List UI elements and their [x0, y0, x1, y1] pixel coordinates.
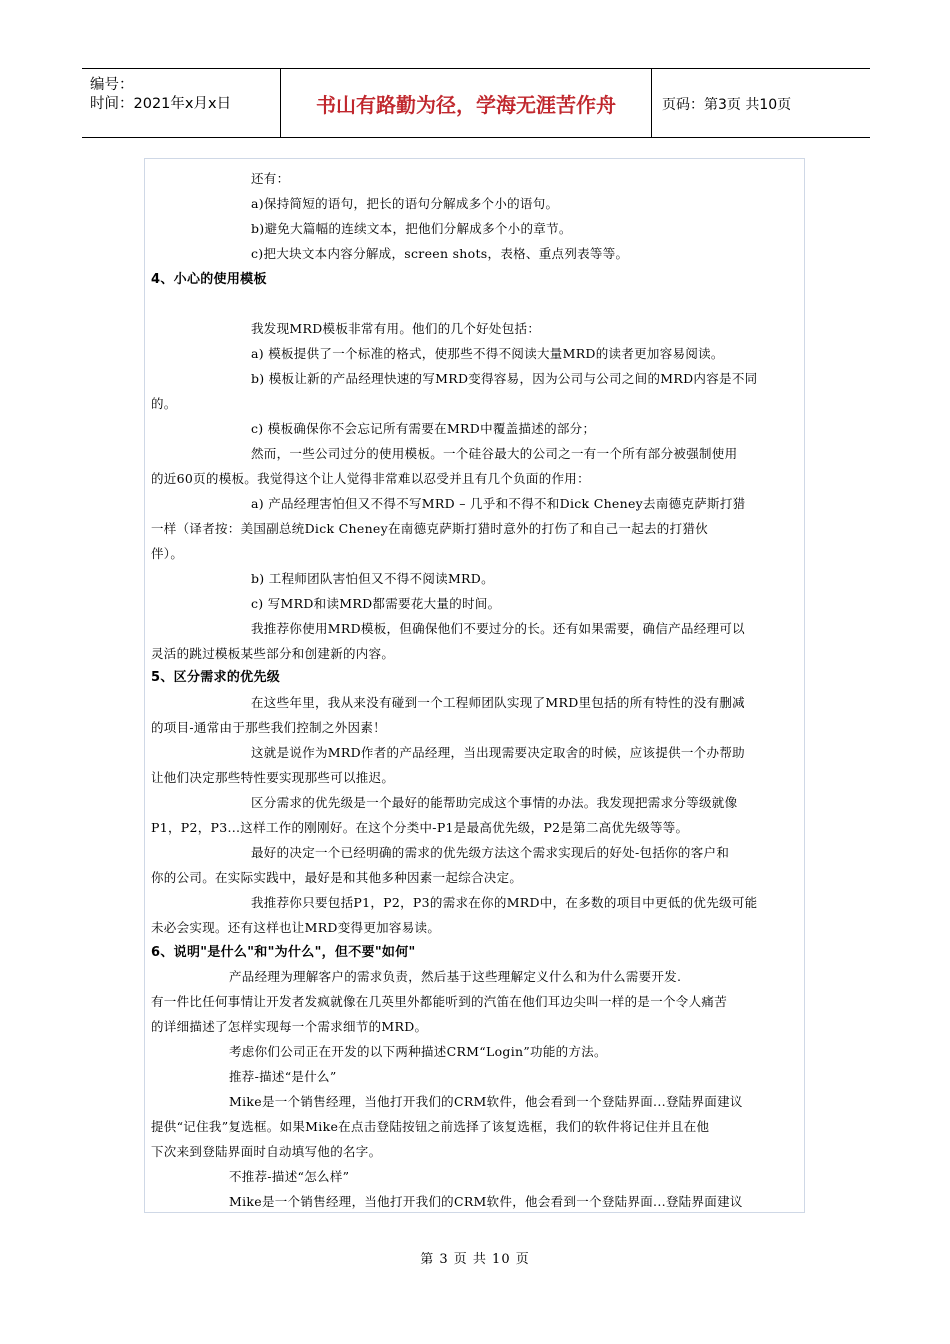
text-line: Mike是一个销售经理，当他打开我们的CRM软件，他会看到一个登陆界面...登陆界面建议 — [229, 1194, 743, 1209]
text-line: 伴）。 — [151, 546, 184, 561]
text-line: 有一件比任何事情让开发者发疯就像在几英里外都能听到的汽笛在他们耳边尖叫一样的是一个令人痛苦 — [151, 994, 728, 1009]
header-motto-cell — [281, 69, 652, 137]
text-line: 的近60页的模板。我觉得这个让人觉得非常难以忍受并且有几个负面的作用： — [151, 471, 590, 486]
text-line: 我发现MRD模板非常有用。他们的几个好处包括： — [251, 321, 541, 336]
text-line: 你的公司。在实际实践中，最好是和其他多种因素一起综合决定。 — [151, 870, 523, 885]
text-line: b) 工程师团队害怕但又不得不阅读MRD。 — [251, 571, 494, 586]
text-line: c)把大块文本内容分解成，screen shots，表格、重点列表等等。 — [251, 246, 629, 261]
doc-date-label: 时间：2021年x月x日 — [90, 96, 232, 112]
text-line: 让他们决定那些特性要实现那些可以推迟。 — [151, 770, 395, 785]
page-footer: 第 3 页 共 10 页 — [420, 1252, 530, 1267]
text-line: 下次来到登陆界面时自动填写他的名字。 — [151, 1144, 382, 1159]
text-line: b) 模板让新的产品经理快速的写MRD变得容易，因为公司与公司之间的MRD内容是不同 — [251, 371, 758, 386]
text-line: c) 模板确保你不会忘记所有需要在MRD中覆盖描述的部分； — [251, 421, 596, 436]
text-line: 产品经理为理解客户的需求负责，然后基于这些理解定义什么和为什么需要开发. — [229, 969, 682, 984]
motto-text: 书山有路勤为径，学海无涯苦作舟 — [316, 93, 616, 117]
text-line: 考虑你们公司正在开发的以下两种描述CRM“Login”功能的方法。 — [229, 1044, 607, 1059]
header-page-cell — [652, 69, 870, 137]
text-line: 不推荐-描述“怎么样” — [229, 1169, 350, 1184]
text-line: 这就是说作为MRD作者的产品经理，当出现需要决定取舍的时候，应该提供一个办帮助 — [251, 745, 745, 760]
text-line: 灵活的跳过模板某些部分和创建新的内容。 — [151, 646, 395, 661]
text-line: 提供“记住我”复选框。如果Mike在点击登陆按钮之前选择了该复选框，我们的软件将记住并且在他 — [151, 1119, 710, 1134]
text-line: 我推荐你只要包括P1，P2，P3的需求在你的MRD中，在多数的项目中更低的优先级可能 — [251, 895, 758, 910]
text-line: 然而，一些公司过分的使用模板。一个硅谷最大的公司之一有一个所有部分被强制使用 — [251, 446, 738, 461]
text-line: 区分需求的优先级是一个最好的能帮助完成这个事情的办法。我发现把需求分等级就像 — [251, 795, 738, 810]
text-line: a) 模板提供了一个标准的格式，使那些不得不阅读大量MRD的读者更加容易阅读。 — [251, 346, 724, 361]
text-line: 未必会实现。还有这样也让MRD变得更加容易读。 — [151, 920, 441, 935]
text-line: b)避免大篇幅的连续文本，把他们分解成多个小的章节。 — [251, 221, 572, 236]
text-line: 我推荐你使用MRD模板，但确保他们不要过分的长。还有如果需要，确信产品经理可以 — [251, 621, 745, 636]
text-line: 的详细描述了怎样实现每一个需求细节的MRD。 — [151, 1019, 428, 1034]
text-line: a)保持简短的语句，把长的语句分解成多个小的语句。 — [251, 196, 559, 211]
content-box — [144, 158, 805, 1213]
text-line: a) 产品经理害怕但又不得不写MRD – 几乎和不得不和Dick Cheney去南德克萨斯打猎 — [251, 496, 746, 511]
text-line: Mike是一个销售经理，当他打开我们的CRM软件，他会看到一个登陆界面...登陆界面建议 — [229, 1094, 743, 1109]
header-page-info: 页码：第3页 共10页 — [662, 97, 792, 113]
text-line: 还有： — [251, 171, 290, 186]
section-heading: 4、小心的使用模板 — [151, 272, 267, 287]
text-line: 的。 — [151, 396, 177, 411]
text-line: c) 写MRD和读MRD都需要花大量的时间。 — [251, 596, 501, 611]
text-line: 一样（译者按：美国副总统Dick Cheney在南德克萨斯打猎时意外的打伤了和自己一起去的打猎伙 — [151, 521, 708, 536]
text-line: 的项目-通常由于那些我们控制之外因素！ — [151, 720, 386, 735]
text-line: P1，P2，P3...这样工作的刚刚好。在这个分类中-P1是最高优先级，P2是第二高优先级等等。 — [151, 820, 689, 835]
text-line: 在这些年里，我从来没有碰到一个工程师团队实现了MRD里包括的所有特性的没有删减 — [251, 695, 745, 710]
doc-number-label: 编号： — [90, 77, 134, 93]
section-heading: 5、区分需求的优先级 — [151, 670, 281, 685]
page-header — [82, 68, 870, 138]
header-meta-cell — [82, 69, 281, 137]
section-heading: 6、说明"是什么"和"为什么"，但不要"如何" — [151, 945, 416, 960]
text-line: 推荐-描述“是什么” — [229, 1069, 337, 1084]
text-line: 最好的决定一个已经明确的需求的优先级方法这个需求实现后的好处-包括你的客户和 — [251, 845, 730, 860]
